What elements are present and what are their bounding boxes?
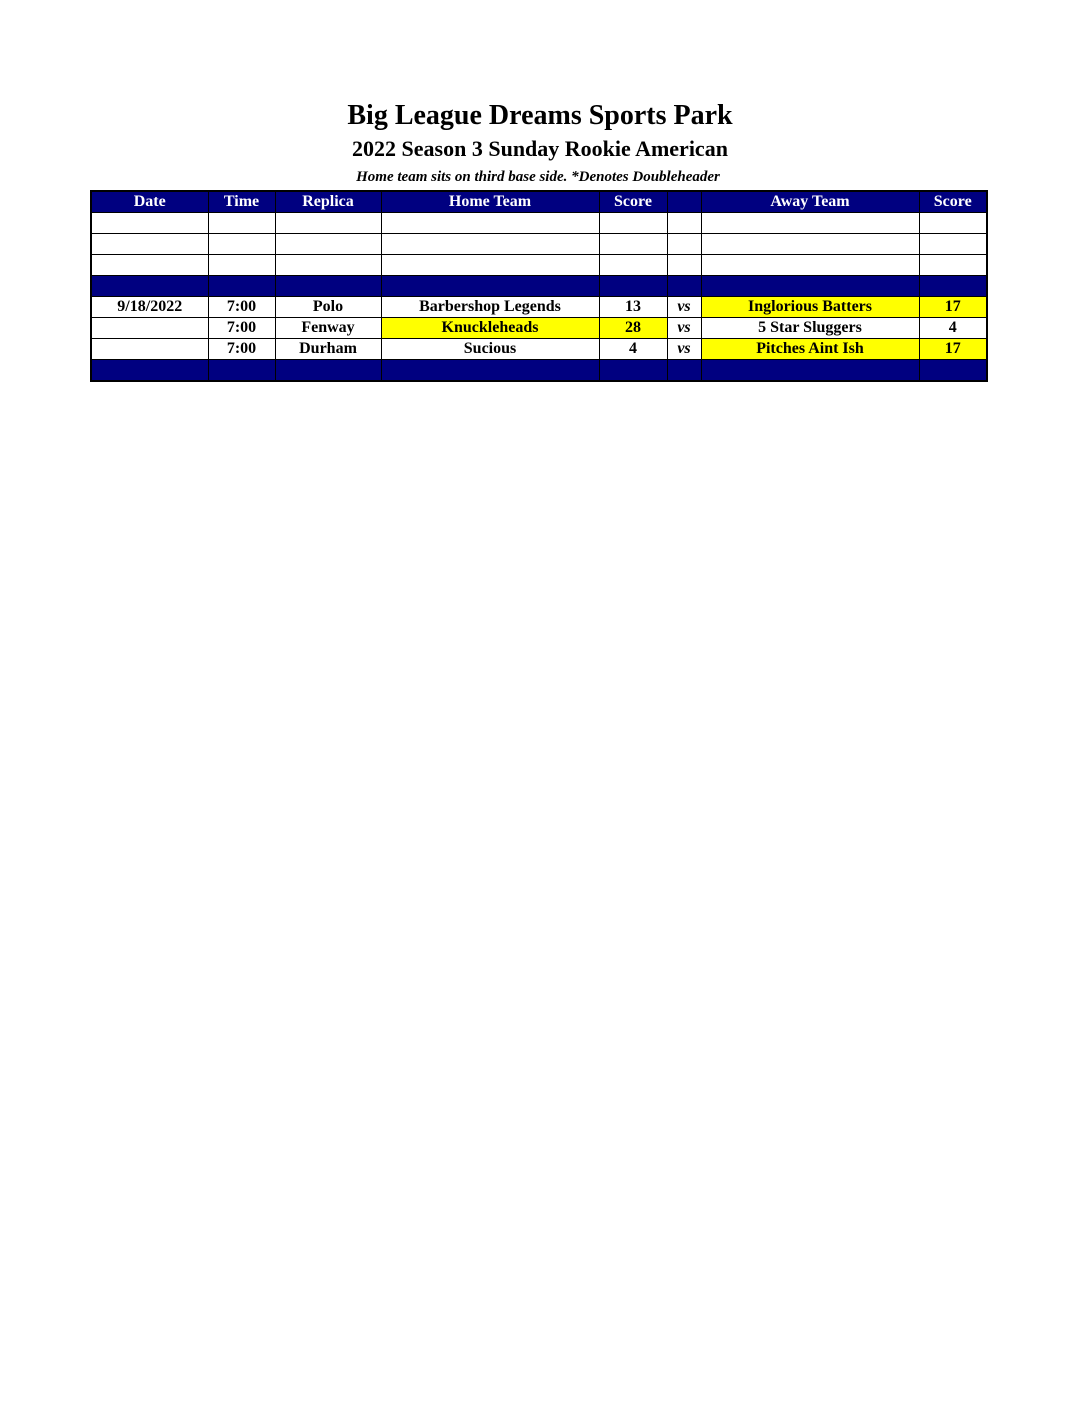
empty-cell (599, 234, 667, 255)
bar-cell (91, 360, 208, 382)
vs-label: vs (667, 297, 701, 318)
home-team: Sucious (381, 339, 599, 360)
vs-label: vs (667, 318, 701, 339)
game-row (91, 297, 987, 318)
game-time: 7:00 (208, 318, 275, 339)
away-team: Inglorious Batters (701, 297, 919, 318)
empty-cell (599, 213, 667, 234)
empty-cell (275, 255, 381, 276)
empty-cell (667, 213, 701, 234)
empty-cell (667, 255, 701, 276)
empty-cell (701, 255, 919, 276)
empty-cell (919, 213, 987, 234)
game-date: 9/18/2022 (91, 297, 208, 318)
home-score: 13 (599, 297, 667, 318)
bar-cell (701, 276, 919, 297)
home-score: 28 (599, 318, 667, 339)
bar-cell (91, 276, 208, 297)
empty-cell (919, 234, 987, 255)
empty-cell (208, 255, 275, 276)
bar-cell (275, 360, 381, 382)
home-team: Barbershop Legends (381, 297, 599, 318)
empty-cell (667, 234, 701, 255)
empty-cell (91, 234, 208, 255)
game-replica: Durham (275, 339, 381, 360)
empty-row (91, 255, 987, 276)
column-header-home-score: Score (599, 191, 667, 213)
home-score: 4 (599, 339, 667, 360)
empty-cell (381, 234, 599, 255)
bar-cell (919, 276, 987, 297)
game-replica: Fenway (275, 318, 381, 339)
empty-cell (208, 234, 275, 255)
bar-cell (599, 276, 667, 297)
bar-cell (919, 360, 987, 382)
game-date (91, 339, 208, 360)
empty-row (91, 234, 987, 255)
game-replica: Polo (275, 297, 381, 318)
column-header-time: Time (208, 191, 275, 213)
empty-cell (599, 255, 667, 276)
bar-cell (667, 276, 701, 297)
game-row (91, 339, 987, 360)
column-header-vs (667, 191, 701, 213)
bar-cell (381, 360, 599, 382)
page-title: Big League Dreams Sports Park (347, 100, 733, 131)
column-header-replica: Replica (275, 191, 381, 213)
home-team: Knuckleheads (381, 318, 599, 339)
away-team: Pitches Aint Ish (701, 339, 919, 360)
bar-cell (599, 360, 667, 382)
away-score: 4 (919, 318, 987, 339)
bar-cell (208, 276, 275, 297)
empty-cell (208, 213, 275, 234)
game-time: 7:00 (208, 297, 275, 318)
empty-cell (381, 213, 599, 234)
schedule-table (90, 190, 988, 382)
separator-bar (91, 276, 987, 297)
page-subtitle: 2022 Season 3 Sunday Rookie American (352, 136, 728, 161)
column-header-away-score: Score (919, 191, 987, 213)
empty-cell (919, 255, 987, 276)
bar-cell (667, 360, 701, 382)
vs-label: vs (667, 339, 701, 360)
bar-cell (381, 276, 599, 297)
empty-row (91, 213, 987, 234)
bar-cell (701, 360, 919, 382)
column-header-date: Date (91, 191, 208, 213)
table-header-row (91, 191, 987, 213)
away-score: 17 (919, 339, 987, 360)
empty-cell (275, 213, 381, 234)
empty-cell (701, 234, 919, 255)
empty-cell (91, 213, 208, 234)
separator-bar (91, 360, 987, 382)
empty-cell (91, 255, 208, 276)
column-header-away-team: Away Team (701, 191, 919, 213)
away-score: 17 (919, 297, 987, 318)
bar-cell (275, 276, 381, 297)
game-date (91, 318, 208, 339)
empty-cell (701, 213, 919, 234)
empty-cell (381, 255, 599, 276)
doubleheader-note: Home team sits on third base side. *Denotes Doubleheader (356, 169, 720, 185)
away-team: 5 Star Sluggers (701, 318, 919, 339)
game-time: 7:00 (208, 339, 275, 360)
game-row (91, 318, 987, 339)
empty-cell (275, 234, 381, 255)
bar-cell (208, 360, 275, 382)
column-header-home-team: Home Team (381, 191, 599, 213)
